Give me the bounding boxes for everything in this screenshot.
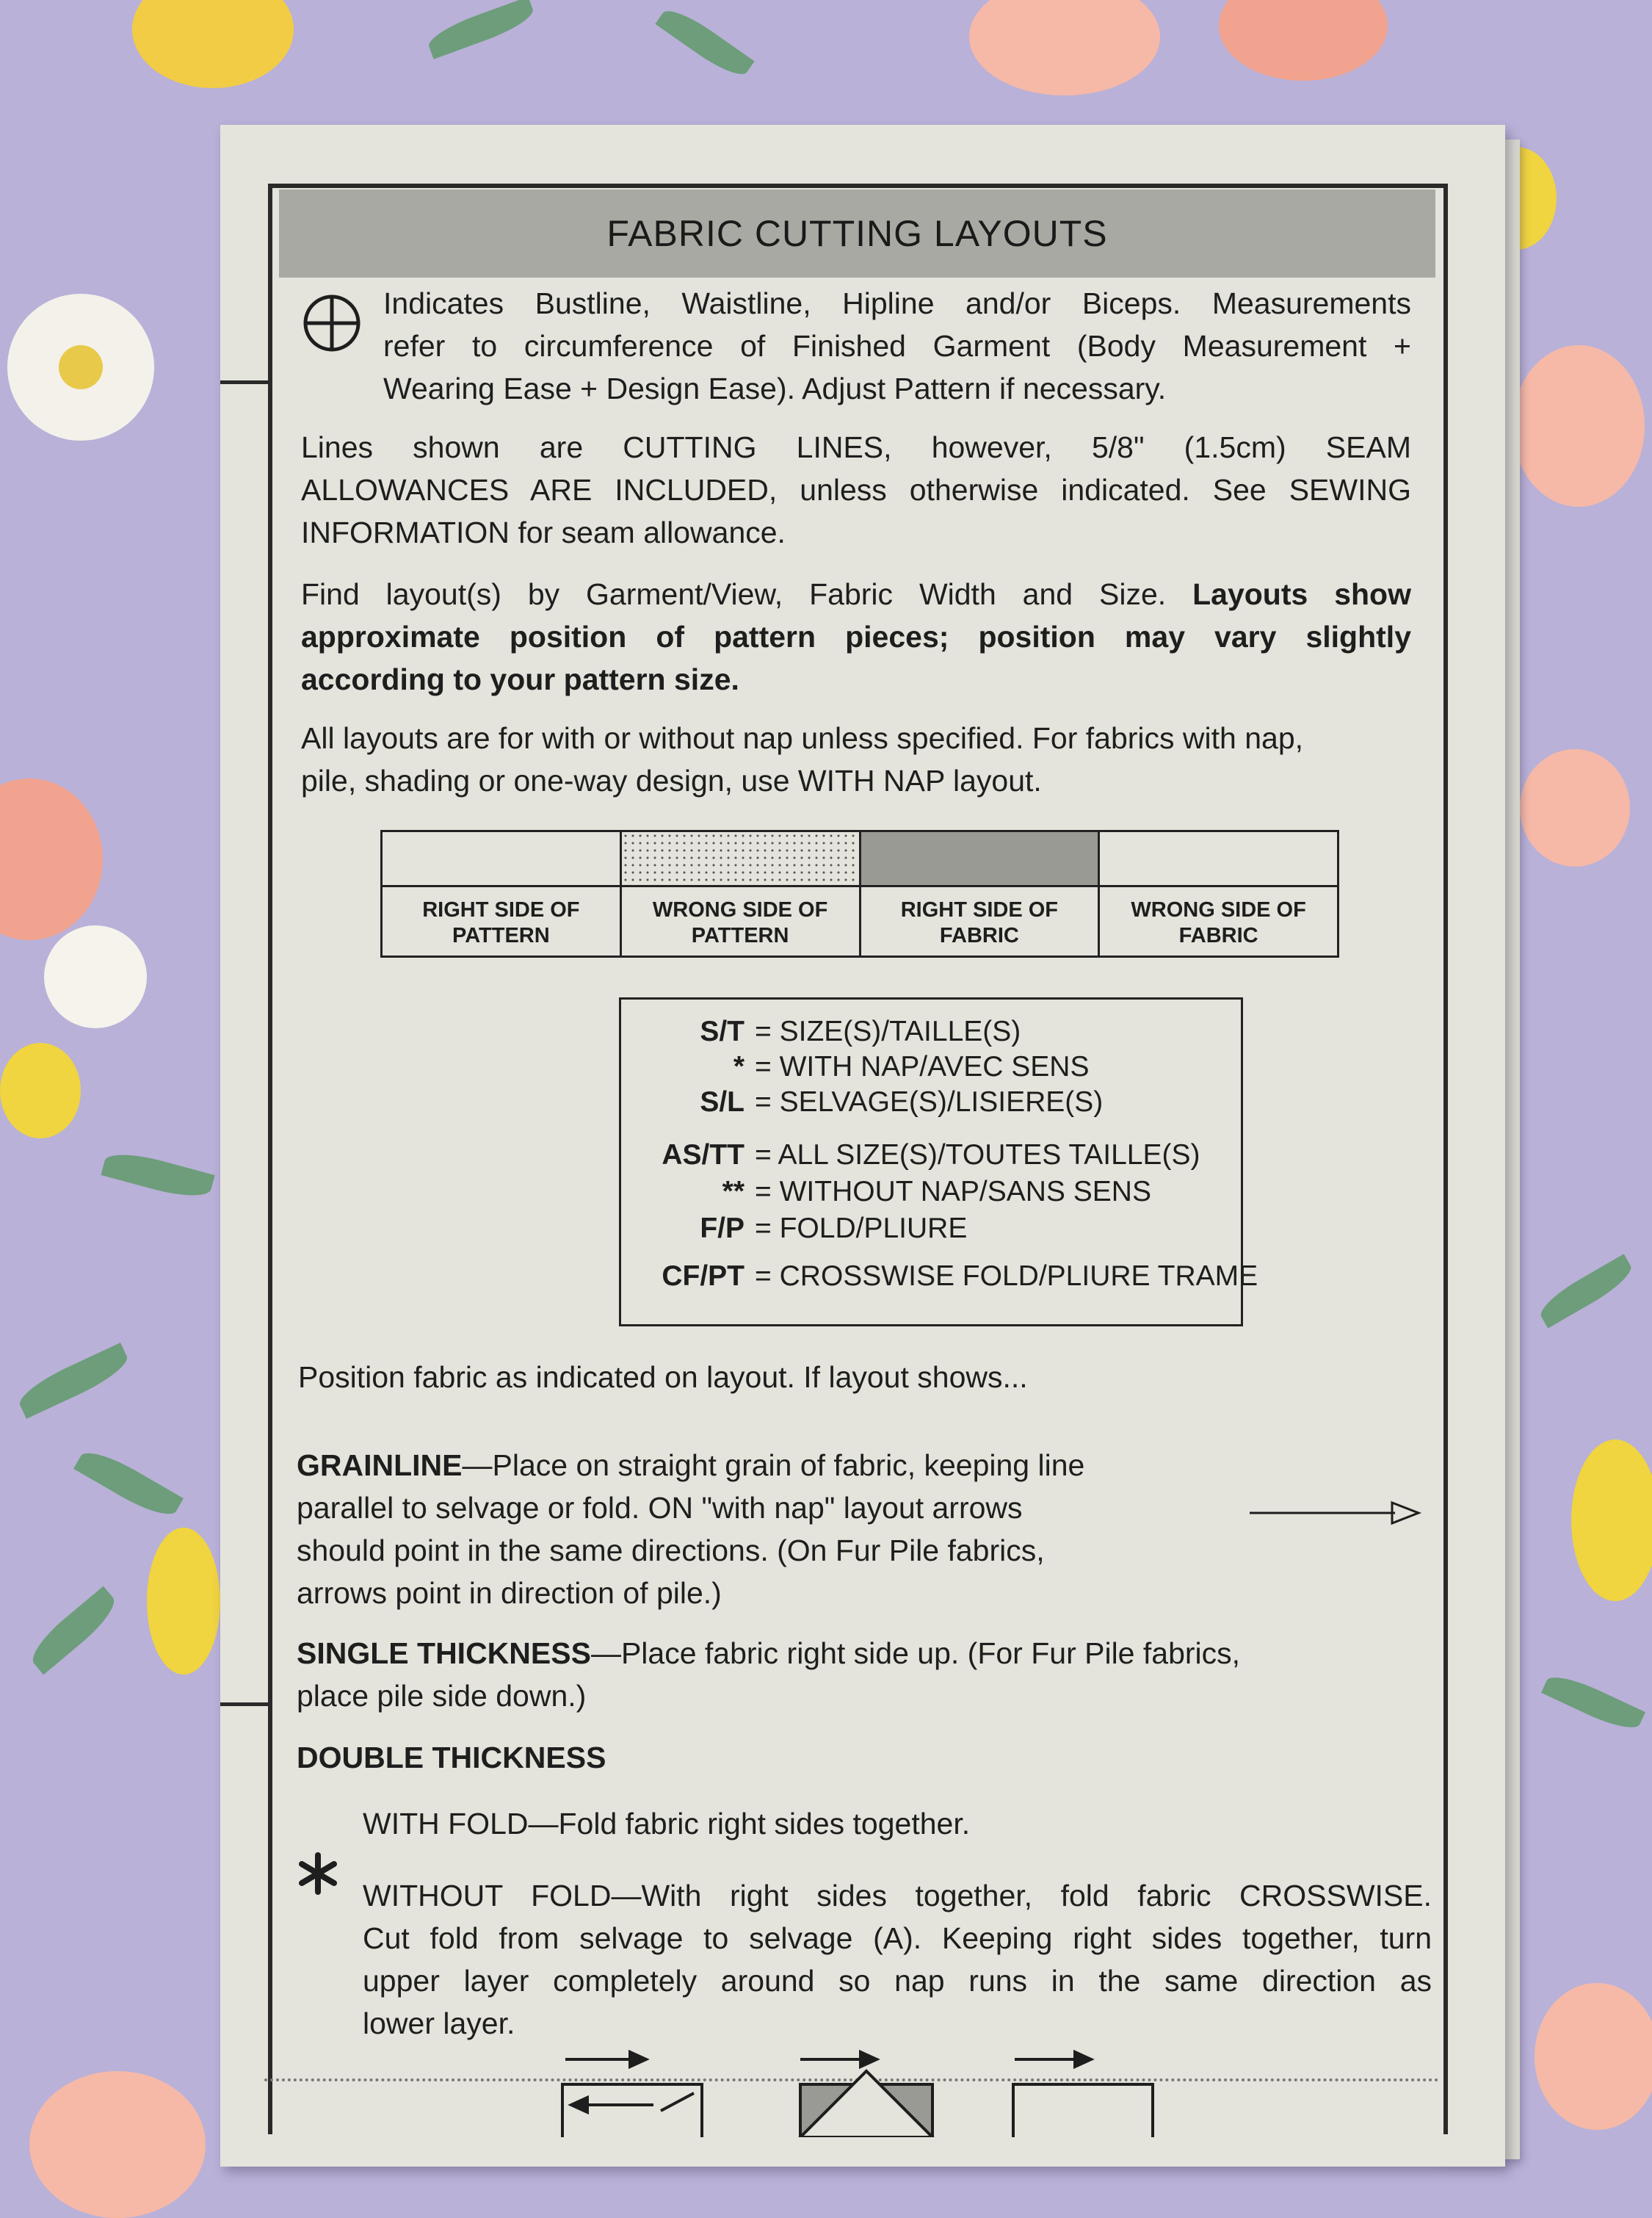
grainline-section: GRAINLINE—Place on straight grain of fabric, keeping line parallel to selvage or fold. ON "with nap" layout arrows should point in the same directions. (On Fur Pile fabrics, arrows point in direction of pile.) — [297, 1448, 1085, 1610]
fold-diagram-icon — [558, 2049, 1182, 2137]
grainline-arrow-icon — [1248, 1498, 1424, 1528]
asterisk-icon — [295, 1851, 341, 1896]
legend-right-side-fabric: RIGHT SIDE OF FABRIC — [859, 832, 1098, 956]
legend-right-side-pattern: RIGHT SIDE OF PATTERN — [383, 832, 620, 956]
cutting-lines-note: Lines shown are CUTTING LINES, however, 5/8" (1.5cm) SEAM ALLOWANCES ARE INCLUDED, unless otherwise indicated. See SEWING INFORMATION for seam allowance. — [301, 430, 1411, 549]
crosshair-circle-icon — [302, 294, 361, 353]
double-thickness-heading: DOUBLE THICKNESS — [297, 1741, 606, 1774]
with-fold-item: WITH FOLD—Fold fabric right sides together. — [363, 1807, 971, 1840]
legend-wrong-side-pattern: WRONG SIDE OF PATTERN — [620, 832, 859, 956]
legend-swatch-blank — [1100, 832, 1337, 887]
legend-wrong-side-fabric: WRONG SIDE OF FABRIC — [1098, 832, 1337, 956]
without-fold-item: WITHOUT FOLD—With right sides together, fold fabric CROSSWISE. Cut fold from selvage to selvage (A). Keeping right sides together, turn upper layer completely around so nap runs in the same direction as lower layer. — [363, 1879, 1432, 2040]
legend-swatch-grey — [861, 832, 1098, 887]
margin-tick — [220, 380, 270, 384]
title-band — [279, 189, 1435, 278]
find-layout-note: Find layout(s) by Garment/View, Fabric Width and Size. Layouts show approximate position of pattern pieces; position may vary slightly according to your pattern size. — [301, 577, 1411, 696]
shading-legend — [380, 830, 1339, 958]
position-note: Position fabric as indicated on layout. If layout shows... — [298, 1360, 1028, 1394]
single-thickness-section: SINGLE THICKNESS—Place fabric right side up. (For Fur Pile fabrics, place pile side down.) — [297, 1636, 1241, 1713]
nap-note: All layouts are for with or without nap unless specified. For fabrics with nap, pile, shading or one-way design, use WITH NAP layout. — [301, 721, 1304, 798]
page-title: FABRIC CUTTING LAYOUTS — [606, 213, 1108, 254]
legend-swatch-blank — [383, 832, 620, 887]
abbreviation-key: S/T = SIZE(S)/TAILLE(S) * = WITH NAP/AVEC SENS S/L = SELVAGE(S)/LISIERE(S) AS/TT = ALL SIZE(S)/TOUTES TAILLE(S) ** = WITHOUT NAP/SANS SENS F/P = FOLD/PLIURE CF/PT = CROSSWISE FOLD/PLIURE TRAME — [619, 997, 1243, 1326]
legend-swatch-dotted — [622, 832, 859, 887]
measurement-note: Indicates Bustline, Waistline, Hipline and/or Biceps. Measurements refer to circumference of Finished Garment (Body Measurement + Wearing Ease + Design Ease). Adjust Pattern if necessary. — [383, 286, 1411, 405]
margin-tick — [220, 1702, 270, 1706]
